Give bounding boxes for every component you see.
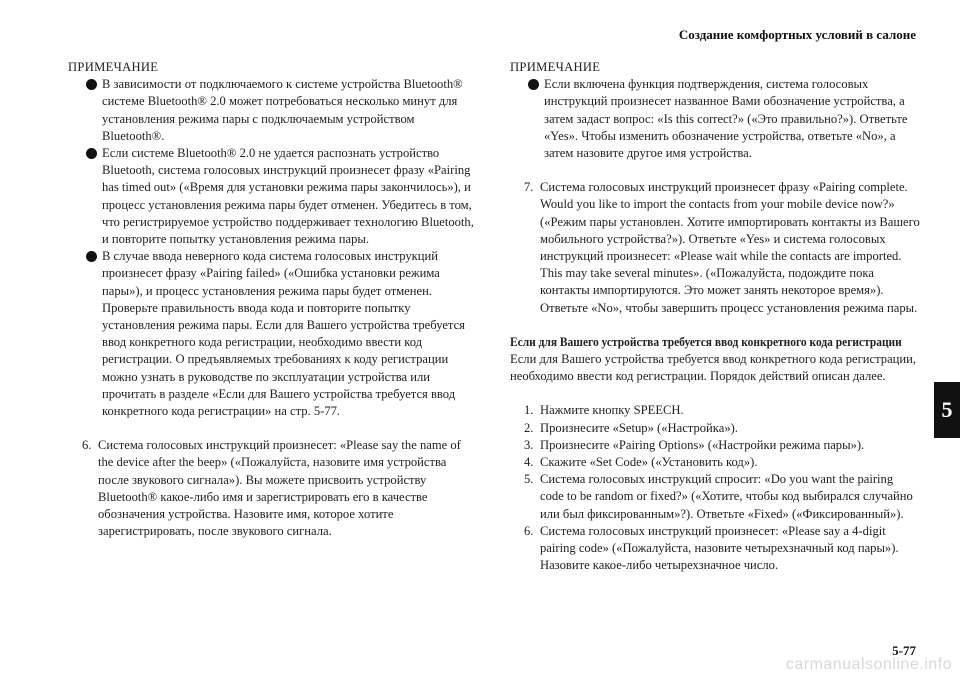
step-number: 3. [524,437,534,452]
note-item [68,145,478,248]
step-text: Произнесите «Setup» («Настройка»). [540,420,738,435]
step-item [68,437,478,540]
step-number: 6. [82,438,92,453]
step-item [510,179,920,317]
chapter-tab: 5 [934,382,960,438]
step-text: Система голосовых инструкций спросит: «Do you want the pairing code to be random or fixed?» («Хотите, чтобы код выбирался случайно или был фиксированным»?). Ответьте «Fixed» («Фиксированный»). [540,472,913,521]
step-text: Нажмите кнопку SPEECH. [540,403,684,418]
step-item [510,420,920,437]
section-heading: Если для Вашего устройства требуется ввод конкретного кода регистрации [510,334,902,349]
note-item [68,248,478,420]
step-text: Система голосовых инструкций произнесет: «Please say a 4-digit pairing code» («Пожалуйста, назовите четырехзначный код пары»). Назовите какое-либо четырехзначное число. [540,523,899,573]
step-number: 6. [524,523,534,538]
step-text: Скажите «Set Code» («Установить код»). [540,455,758,470]
step-item [510,454,920,471]
step-text: Произнесите «Pairing Options» («Настройки режима пары»). [540,437,865,452]
bullet-icon [86,79,97,90]
bullet-icon [86,251,97,262]
right-column [510,59,920,574]
step-item [510,471,920,523]
section-paragraph: Если для Вашего устройства требуется ввод конкретного кода регистрации, необходимо ввести код регистрации. Порядок действий описан далее. [510,352,917,384]
note-item [68,76,478,145]
spacer [510,385,920,402]
step-number: 4. [524,455,534,470]
note-title: ПРИМЕЧАНИЕ [510,60,601,74]
spacer [510,317,920,334]
note-item [510,76,920,162]
note-text: В случае ввода неверного кода система голосовых инструкций произнесет фразу «Pairing failed» («Ошибка установки режима пары»), и процесс установления режима пары будет отменен. Проверьте правильность ввода кода и повторите попытку установления режима пары. Если для Вашего устройства требуется ввод конкретного кода регистрации, необходимо ввести код регистрации. О предъявляемых требованиях к коду регистрации можно узнать в руководстве по эксплуатации устройства или прочитать в разделе «Если для Вашего устройства требуется ввод конкретного кода регистрации» на стр. 5-77. [102,249,465,419]
step-number: 2. [524,420,534,435]
step-number: 7. [524,180,534,195]
note-text: Если системе Bluetooth® 2.0 не удается распознать устройство Bluetooth, система голосовых инструкций произнесет фразу «Pairing has timed out» («Время для установки режима пары закончилось»), и процесс установления режима пары будет отменен. Убедитесь в том, что регистрируемое устройство поддерживает технологию Bluetooth, и повторите попытку установления режима пары. [102,146,474,247]
bullet-icon [528,79,539,90]
steps-list [510,402,920,574]
note-text: В зависимости от подключаемого к системе устройства Bluetooth® системе Bluetooth® 2.0 может потребоваться несколько минут для установления режима пары с подключаемым устройством Bluetooth®. [102,77,463,143]
left-column [68,59,478,540]
step-item [510,402,920,419]
running-header: Создание комфортных условий в салоне [678,27,916,42]
page-number: 5-77 [892,643,916,658]
step-item [510,437,920,454]
step-number: 1. [524,403,534,418]
step-text: Система голосовых инструкций произнесет фразу «Pairing complete. Would you like to import the contacts from your mobile device now?» («Режим пары установлен. Хотите импортировать контакты из Вашего мобильного устройства?»). Ответьте «Yes» и система голосовых инструкций произнесет: «Please wait while the contacts are imported. This may take several minutes». («Пожалуйста, подождите пока контакты импортируются. Это может занять некоторое время»). Ответьте «No», чтобы завершить процесс установления режима пары. [540,180,920,315]
note-text: Если включена функция подтверждения, система голосовых инструкций произнесет названное Вами обозначение устройства, а затем задаст вопрос: «Is this correct?» («Это правильно?»). Ответьте «Yes». Чтобы изменить обозначение устройства, ответьте «No», а затем назовите другое имя устройства. [544,77,908,161]
spacer [510,162,920,179]
step-text: Система голосовых инструкций произнесет: «Please say the name of the device after the beep» («Пожалуйста, назовите имя устройства после звукового сигнала»). Вы можете присвоить устройству Bluetooth® какое-либо имя и зарегистрировать его в качестве обозначения устройства. Назовите имя, которое хотите зарегистрировать, после звукового сигнала. [98,438,461,539]
note-title: ПРИМЕЧАНИЕ [68,60,159,74]
bullet-icon [86,148,97,159]
step-item [510,523,920,575]
spacer [68,420,478,437]
step-number: 5. [524,472,534,487]
watermark: carmanualsonline.info [785,656,952,673]
